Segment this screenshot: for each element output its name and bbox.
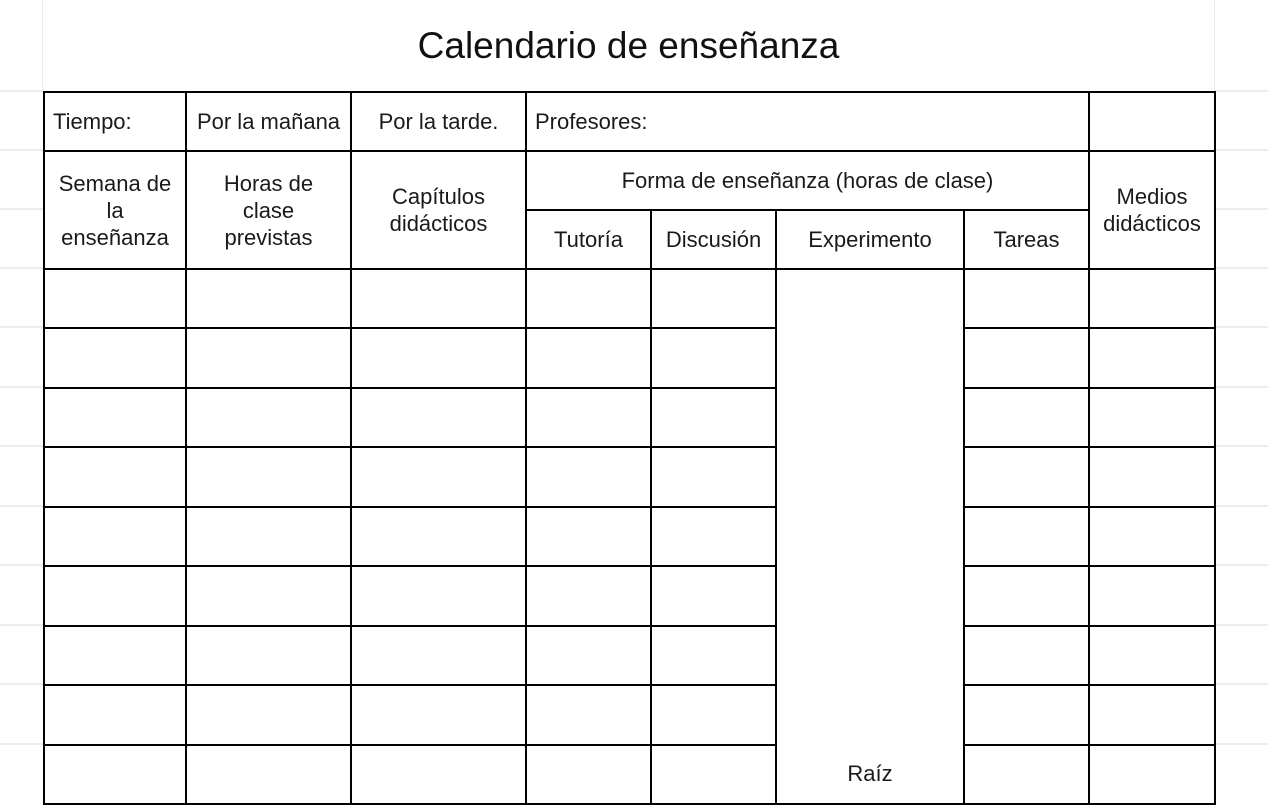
table-cell[interactable] <box>1089 507 1215 566</box>
table-cell[interactable] <box>186 447 351 507</box>
table-cell[interactable] <box>186 328 351 388</box>
table-cell[interactable] <box>526 507 651 566</box>
table-cell[interactable] <box>526 745 651 804</box>
table-cell[interactable] <box>351 328 526 388</box>
table-row <box>44 626 1215 685</box>
table-cell[interactable] <box>651 566 776 626</box>
header-forma[interactable]: Forma de enseñanza (horas de clase) <box>526 151 1089 210</box>
teaching-calendar-table <box>43 91 1216 805</box>
header-row-1 <box>44 151 1215 210</box>
table-cell[interactable] <box>964 685 1089 745</box>
table-cell[interactable] <box>351 388 526 447</box>
table-cell[interactable] <box>44 685 186 745</box>
table-cell[interactable] <box>964 269 1089 328</box>
table-row <box>44 507 1215 566</box>
table-cell[interactable] <box>526 447 651 507</box>
table-cell[interactable] <box>964 507 1089 566</box>
table-cell[interactable] <box>1089 685 1215 745</box>
table-cell[interactable] <box>651 269 776 328</box>
header-discusion[interactable]: Discusión <box>651 210 776 269</box>
table-cell[interactable] <box>44 745 186 804</box>
header-horas[interactable]: Horas de clase previstas <box>186 151 351 269</box>
tarde-label[interactable]: Por la tarde. <box>351 92 526 151</box>
table-cell[interactable] <box>526 388 651 447</box>
table-row <box>44 388 1215 447</box>
table-cell[interactable] <box>651 328 776 388</box>
table-cell[interactable] <box>526 269 651 328</box>
table-cell[interactable] <box>44 269 186 328</box>
table-cell[interactable] <box>351 745 526 804</box>
manana-label[interactable]: Por la mañana <box>186 92 351 151</box>
table-cell[interactable] <box>351 685 526 745</box>
table-cell[interactable] <box>44 566 186 626</box>
info-row <box>44 92 1215 151</box>
table-cell[interactable] <box>186 685 351 745</box>
table-cell[interactable] <box>351 626 526 685</box>
table-cell[interactable] <box>526 328 651 388</box>
profesores-label[interactable]: Profesores: <box>526 92 1089 151</box>
table-row <box>44 566 1215 626</box>
header-semana[interactable]: Semana de la enseñanza <box>44 151 186 269</box>
table-cell[interactable] <box>964 566 1089 626</box>
table-cell[interactable] <box>964 328 1089 388</box>
table-cell[interactable] <box>651 447 776 507</box>
header-tutoria[interactable]: Tutoría <box>526 210 651 269</box>
header-medios[interactable]: Medios didácticos <box>1089 151 1215 269</box>
table-cell[interactable] <box>186 388 351 447</box>
profesores-value-cell[interactable] <box>1089 92 1215 151</box>
table-cell[interactable] <box>1089 566 1215 626</box>
table-cell[interactable] <box>351 447 526 507</box>
table-cell[interactable] <box>1089 269 1215 328</box>
table-cell[interactable] <box>651 626 776 685</box>
table-row <box>44 328 1215 388</box>
table-cell[interactable] <box>186 507 351 566</box>
table-cell[interactable] <box>651 685 776 745</box>
table-cell[interactable] <box>44 388 186 447</box>
table-cell[interactable] <box>186 745 351 804</box>
table-cell[interactable] <box>351 507 526 566</box>
table-cell[interactable] <box>186 566 351 626</box>
table-cell[interactable] <box>44 507 186 566</box>
table-row <box>44 685 1215 745</box>
table-cell[interactable] <box>351 269 526 328</box>
table-cell[interactable] <box>526 626 651 685</box>
header-capitulos[interactable]: Capítulos didácticos <box>351 151 526 269</box>
table-cell[interactable] <box>44 328 186 388</box>
table-cell[interactable] <box>964 626 1089 685</box>
table-row <box>44 447 1215 507</box>
table-cell[interactable] <box>1089 447 1215 507</box>
table-cell[interactable] <box>651 388 776 447</box>
table-cell[interactable] <box>651 745 776 804</box>
table-cell[interactable] <box>964 745 1089 804</box>
table-cell[interactable] <box>1089 745 1215 804</box>
table-cell[interactable] <box>526 566 651 626</box>
table-row <box>44 745 1215 804</box>
table-cell[interactable] <box>526 685 651 745</box>
table-cell[interactable] <box>964 388 1089 447</box>
header-tareas[interactable]: Tareas <box>964 210 1089 269</box>
sheet-title[interactable]: Calendario de enseñanza <box>43 0 1214 91</box>
table-cell[interactable] <box>351 566 526 626</box>
table-cell[interactable] <box>1089 328 1215 388</box>
experimento-merged-cell[interactable]: Raíz <box>776 269 964 804</box>
table-cell[interactable] <box>1089 388 1215 447</box>
table-cell[interactable] <box>44 447 186 507</box>
table-row <box>44 269 1215 328</box>
table-cell[interactable] <box>186 626 351 685</box>
table-cell[interactable] <box>1089 626 1215 685</box>
header-experimento[interactable]: Experimento <box>776 210 964 269</box>
table-cell[interactable] <box>44 626 186 685</box>
table-cell[interactable] <box>651 507 776 566</box>
tiempo-label[interactable]: Tiempo: <box>44 92 186 151</box>
table-cell[interactable] <box>964 447 1089 507</box>
table-cell[interactable] <box>186 269 351 328</box>
